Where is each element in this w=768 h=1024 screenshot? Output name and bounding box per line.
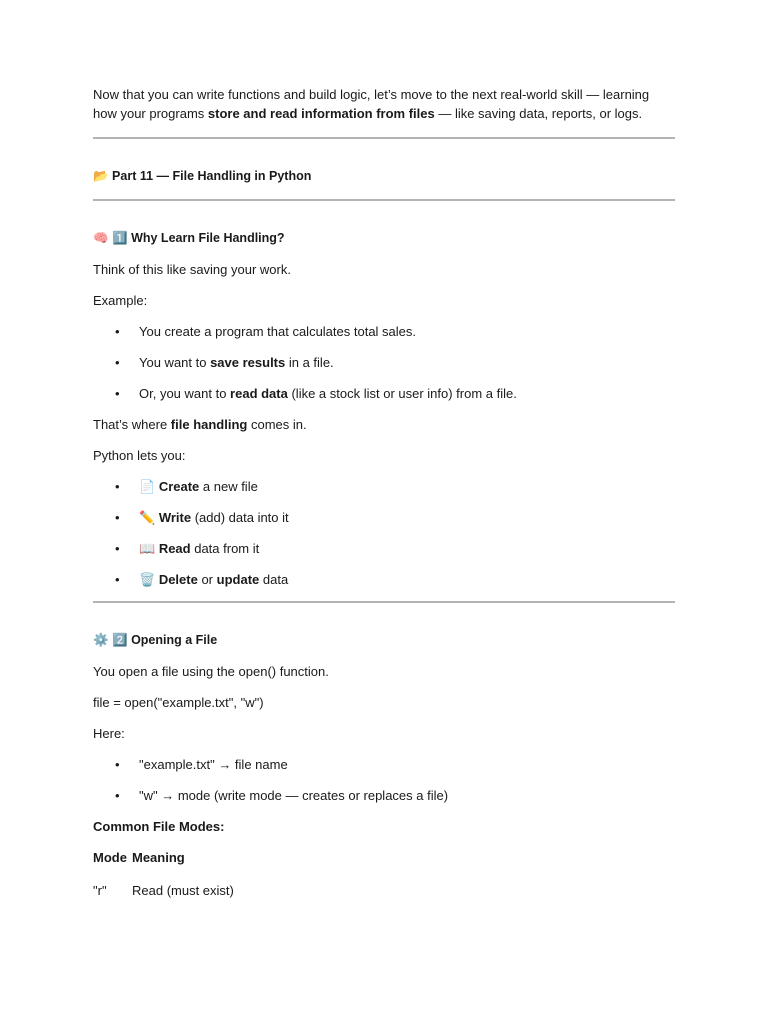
parameters-list [93, 755, 675, 805]
divider [93, 199, 675, 201]
table-cell: Read (must exist) [132, 883, 234, 898]
examples-list [93, 322, 675, 403]
list-item: • "w" → mode (write mode — creates or replaces a file) [115, 788, 449, 803]
section2-paragraph: Here: [93, 726, 125, 741]
list-item: • "example.txt" → file name [115, 757, 288, 772]
section1-paragraph: Example: [93, 293, 148, 308]
list-item: • ✏️ Write (add) data into it [115, 510, 289, 525]
modes-title: Common File Modes: [93, 819, 225, 834]
section1-heading: 🧠 1️⃣ Why Learn File Handling? [93, 231, 285, 245]
section1-paragraph: Python lets you: [93, 448, 186, 463]
section2-heading: ⚙️ 2️⃣ Opening a File [93, 633, 218, 647]
table-cell: "r" [93, 883, 107, 898]
intro-text-1: Now that you can write functions and build logic, let’s move to the next real-world skill — learning how your programs [93, 87, 650, 121]
intro-text-2: — like saving data, reports, or logs. [434, 106, 643, 121]
list-item: • Or, you want to read data (like a stock list or user info) from a file. [115, 386, 517, 401]
table-header-row [93, 848, 234, 867]
table-header-cell: Mode [93, 850, 127, 865]
abilities-list [93, 477, 675, 589]
section2-paragraph: You open a file using the open() function. [93, 664, 329, 679]
section1-paragraph: Think of this like saving your work. [93, 262, 291, 277]
book-icon: 📖 [139, 541, 159, 556]
part-heading: 📂 Part 11 — File Handling in Python [93, 169, 312, 183]
document-page [93, 85, 675, 900]
divider [93, 137, 675, 139]
list-item: • You want to save results in a file. [115, 355, 334, 370]
divider [93, 601, 675, 603]
table-header-cell: Meaning [132, 850, 185, 865]
trash-icon: 🗑️ [139, 572, 159, 587]
file-icon: 📄 [139, 479, 159, 494]
list-item: • 📄 Create a new file [115, 479, 258, 494]
code-line: file = open("example.txt", "w") [93, 695, 264, 710]
list-item: • 🗑️ Delete or update data [115, 572, 289, 587]
table-row [93, 867, 234, 900]
intro-paragraph [93, 85, 675, 123]
section1-paragraph: That’s where file handling comes in. [93, 417, 307, 432]
file-modes-table [93, 848, 234, 900]
pencil-icon: ✏️ [139, 510, 159, 525]
list-item: • 📖 Read data from it [115, 541, 260, 556]
intro-bold: store and read information from files [207, 106, 435, 121]
list-item: • You create a program that calculates total sales. [115, 324, 417, 339]
